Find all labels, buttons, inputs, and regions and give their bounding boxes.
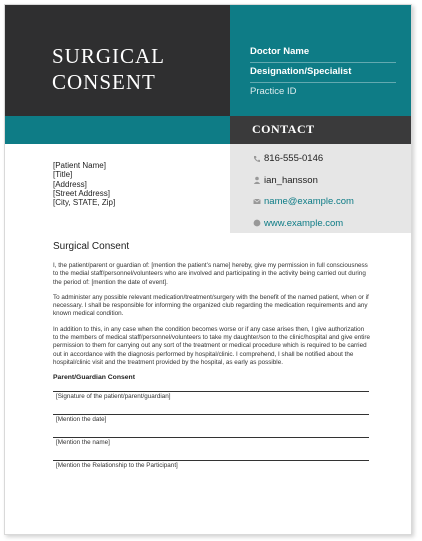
contact-website[interactable]: www.example.com	[264, 217, 344, 229]
contact-email-row[interactable]	[252, 191, 412, 213]
title-line-2: CONSENT	[52, 70, 156, 94]
mail-icon	[252, 197, 261, 206]
body-paragraph: I, the patient/parent or guardian of: [mention the patient’s name] hereby, give my permission in full consciousness to the medial staff/personnel/volunteers who are involved and participating in the activity being carried out during the period of: [mention the date of event].	[53, 262, 368, 286]
contact-details	[230, 144, 412, 233]
user-icon	[252, 176, 261, 185]
address-line: [City, STATE, Zip]	[53, 198, 116, 208]
contact-website-row[interactable]	[252, 213, 412, 235]
globe-icon	[252, 219, 261, 228]
contact-username: ian_hansson	[264, 174, 318, 186]
accent-bar	[5, 116, 230, 144]
phone-icon	[252, 154, 261, 163]
name-line: [Mention the name]	[53, 437, 369, 460]
contact-user-row	[252, 170, 412, 192]
signature-line: [Signature of the patient/parent/guardian]	[53, 391, 369, 414]
contact-heading: CONTACT	[230, 116, 412, 144]
title-block	[5, 5, 230, 116]
body-paragraph: In addition to this, in any case when the condition becomes worse or if any case arises then, I give authorization to the members of medical staff/personnel/volunteers to take my daughter/son to the clinic/hospital and give entire permission to them for carrying out any sort of the treatment or medical procedure which is required to be carried out in accordance with the diagnosis performed by hospital/clinic. I comprehend, I shall be notified about the hospital/clinic visit and the treatment provided by the hospital, as early as possible.	[53, 325, 371, 366]
address-line: [Street Address]	[53, 188, 110, 198]
document-page	[4, 4, 412, 535]
doctor-info-block	[230, 5, 412, 116]
patient-address	[53, 161, 115, 207]
address-line: [Address]	[53, 179, 87, 189]
contact-phone: 816-555-0146	[264, 153, 324, 165]
consent-content	[53, 241, 371, 483]
section-heading: Surgical Consent	[53, 241, 130, 252]
consent-heading: Parent/Guardian Consent	[53, 374, 135, 382]
address-line: [Patient Name]	[53, 161, 106, 170]
contact-email[interactable]: name@example.com	[264, 196, 354, 208]
doctor-designation: Designation/Specialist	[250, 63, 396, 83]
address-line: [Title]	[53, 170, 73, 180]
practice-id: Practice ID	[250, 86, 297, 97]
relationship-line: [Mention the Relationship to the Participant]	[53, 460, 369, 483]
body-paragraph: To administer any possible relevant medication/treatment/surgery with the benefit of the named patient, when or if necessary. I shall be responsible for informing the organized club regarding the medication requirements and any known medical condition.	[53, 293, 369, 318]
date-line: [Mention the date]	[53, 414, 369, 437]
title-line-1: SURGICAL	[52, 44, 166, 68]
contact-phone-row	[252, 148, 412, 170]
doctor-name: Doctor Name	[250, 43, 396, 63]
